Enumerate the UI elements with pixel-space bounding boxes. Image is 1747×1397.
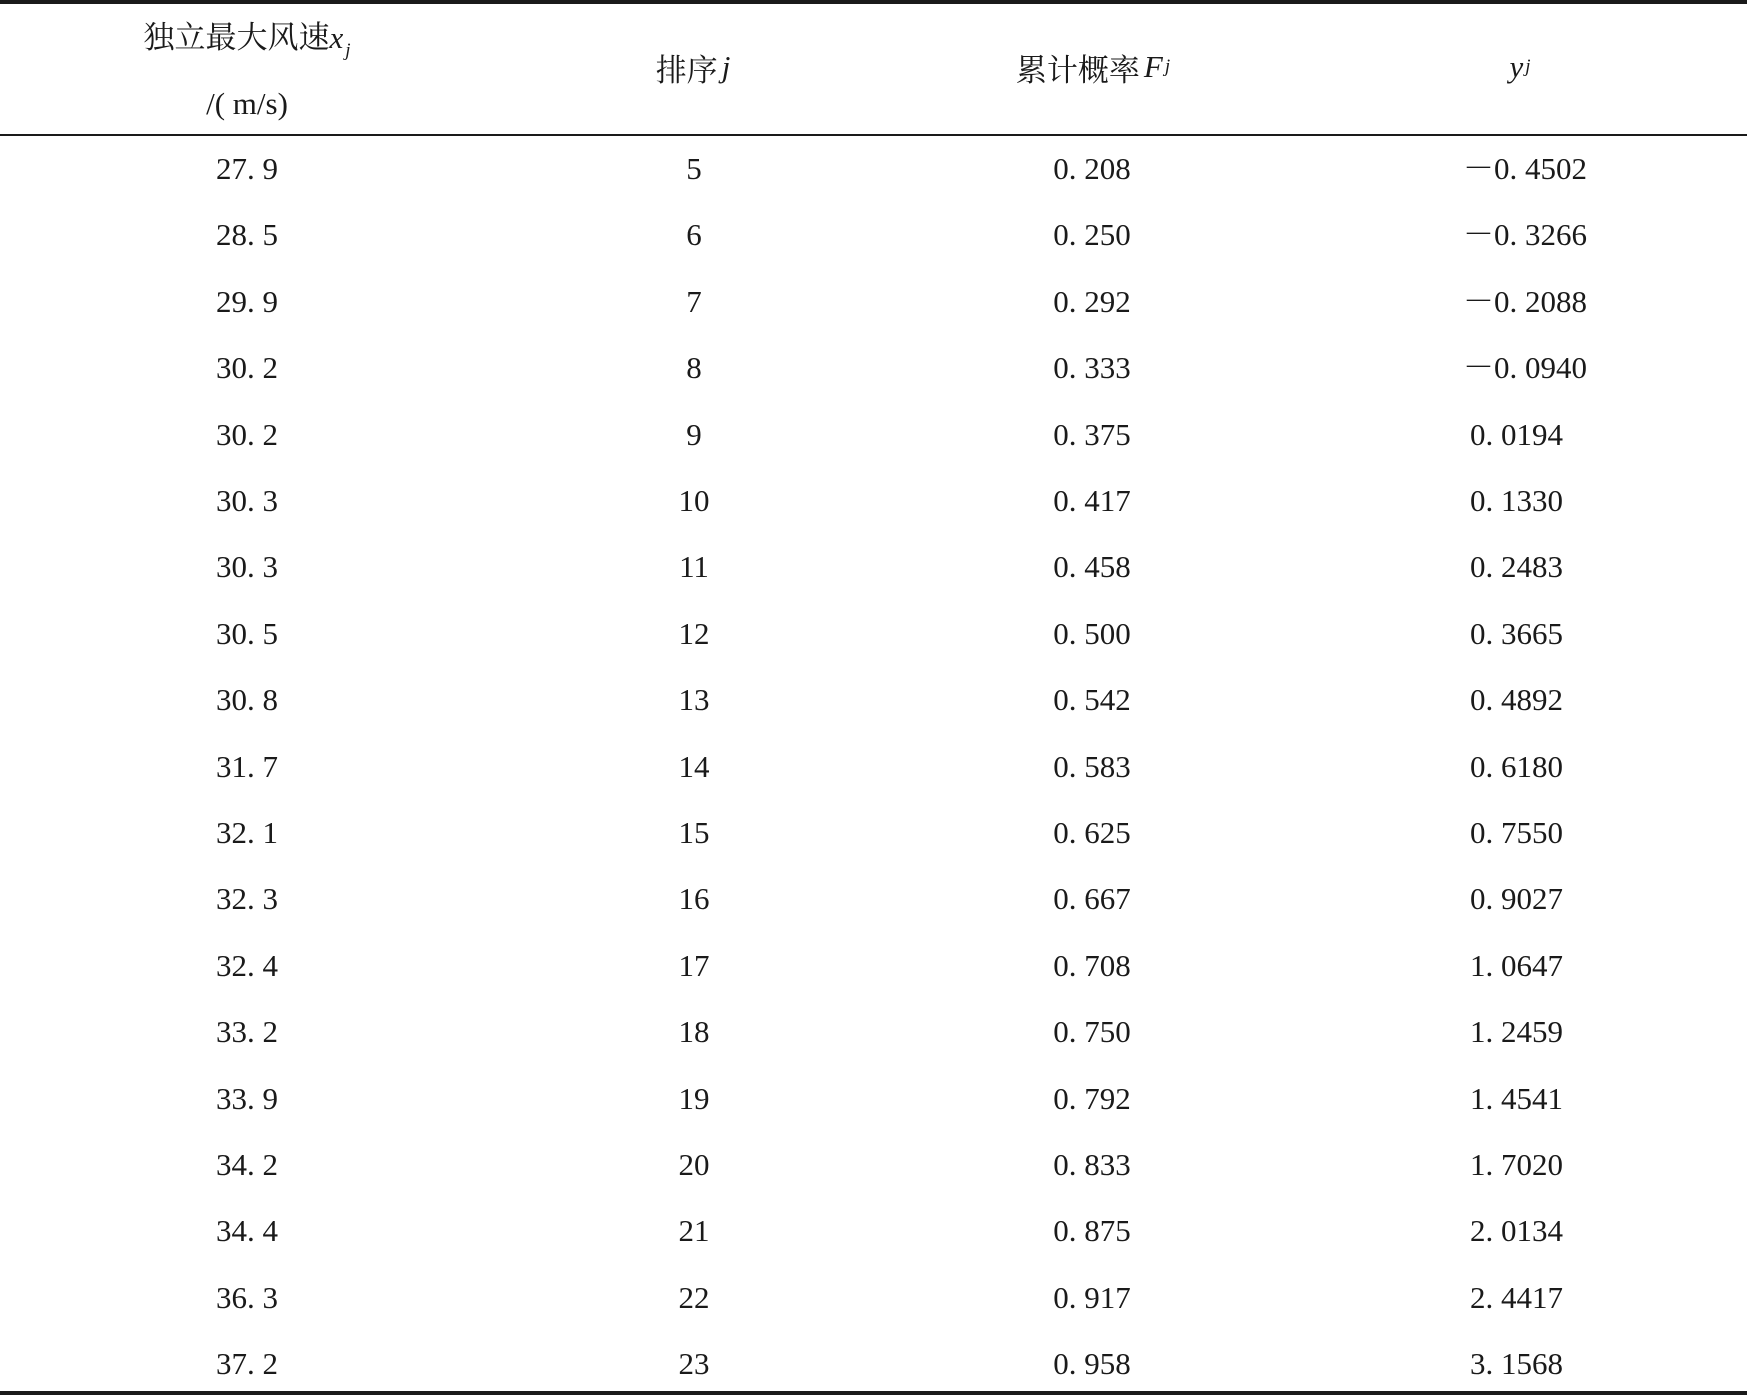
probability-cell: 0. 875	[1053, 1213, 1131, 1249]
table-row	[0, 402, 1747, 468]
table-row	[0, 667, 1747, 733]
rank-cell: 8	[686, 350, 702, 386]
probability-cell: 0. 292	[1053, 283, 1131, 319]
probability-cell: 0. 333	[1053, 350, 1131, 386]
rank-cell: 12	[678, 615, 710, 651]
header-wind-speed	[47, 0, 447, 134]
y-cell: 2. 0134	[1470, 1213, 1563, 1249]
rank-cell: 18	[678, 1014, 710, 1050]
probability-cell: 0. 667	[1053, 881, 1131, 917]
y-cell: 1. 0647	[1470, 947, 1563, 983]
table-row	[0, 136, 1747, 202]
probability-cell: 0. 583	[1053, 748, 1131, 784]
y-cell: －0. 0940	[1463, 350, 1587, 386]
y-cell: 3. 1568	[1470, 1346, 1563, 1382]
wind-speed-cell: 27. 9	[216, 151, 278, 186]
probability-cell: 0. 375	[1053, 416, 1131, 452]
rank-cell: 14	[678, 748, 710, 784]
table-row	[0, 1132, 1747, 1198]
y-cell: 0. 0194	[1470, 416, 1563, 452]
header-wind-speed-line1: 独立最大风速x $_j$	[143, 20, 351, 61]
table-row	[0, 202, 1747, 268]
wind-speed-cell: 30. 5	[216, 615, 278, 651]
probability-cell: 0. 542	[1053, 682, 1131, 718]
y-cell: 0. 9027	[1470, 881, 1563, 917]
probability-cell: 0. 250	[1053, 217, 1131, 253]
rank-cell: 13	[678, 682, 710, 718]
probability-cell: 0. 500	[1053, 615, 1131, 651]
probability-cell: 0. 458	[1053, 549, 1131, 585]
table-row	[0, 468, 1747, 534]
y-cell: －0. 4502	[1463, 151, 1587, 186]
bottom-rule	[0, 1391, 1747, 1395]
rank-cell: 19	[678, 1080, 710, 1116]
rank-cell: 7	[686, 283, 702, 319]
y-cell: 0. 2483	[1470, 549, 1563, 585]
rank-cell: 6	[686, 217, 702, 253]
wind-speed-cell: 32. 4	[216, 947, 278, 983]
wind-speed-cell: 30. 8	[216, 682, 278, 718]
y-cell: 1. 4541	[1470, 1080, 1563, 1116]
table-row	[0, 269, 1747, 335]
probability-cell: 0. 917	[1053, 1279, 1131, 1315]
table-row	[0, 1331, 1747, 1397]
table-row	[0, 335, 1747, 401]
rank-cell: 21	[678, 1213, 710, 1249]
y-cell: 1. 7020	[1470, 1147, 1563, 1182]
y-cell: 0. 3665	[1470, 615, 1563, 651]
table-row	[0, 999, 1747, 1065]
wind-speed-cell: 33. 2	[216, 1014, 278, 1050]
wind-speed-cell: 30. 2	[216, 350, 278, 386]
wind-speed-cell: 33. 9	[216, 1080, 278, 1116]
wind-speed-cell: 30. 2	[216, 416, 278, 452]
table-row	[0, 601, 1747, 667]
probability-cell: 0. 417	[1053, 483, 1131, 518]
probability-cell: 0. 958	[1053, 1346, 1131, 1382]
wind-speed-cell: 29. 9	[216, 283, 278, 319]
probability-cell: 0. 833	[1053, 1147, 1131, 1182]
y-cell: 0. 6180	[1470, 748, 1563, 784]
wind-speed-cell: 31. 7	[216, 748, 278, 784]
wind-speed-cell: 37. 2	[216, 1346, 278, 1382]
rank-cell: 23	[678, 1346, 710, 1382]
rank-cell: 16	[678, 881, 710, 917]
wind-speed-cell: 30. 3	[216, 549, 278, 585]
wind-speed-cell: 34. 4	[216, 1213, 278, 1249]
wind-speed-cell: 32. 1	[216, 815, 278, 850]
y-cell: －0. 3266	[1463, 217, 1587, 253]
y-cell: 1. 2459	[1470, 1014, 1563, 1050]
y-cell: 0. 1330	[1470, 483, 1563, 518]
table-row	[0, 800, 1747, 866]
probability-cell: 0. 792	[1053, 1080, 1131, 1116]
probability-cell: 0. 750	[1053, 1014, 1131, 1050]
rank-cell: 15	[678, 815, 710, 850]
table-row	[0, 1198, 1747, 1264]
table-row	[0, 933, 1747, 999]
rank-cell: 20	[678, 1147, 710, 1182]
header-rank: 排序 j	[655, 49, 731, 88]
y-cell: 0. 4892	[1470, 682, 1563, 718]
table-row	[0, 1066, 1747, 1132]
wind-speed-cell: 28. 5	[216, 217, 278, 253]
rank-cell: 22	[678, 1279, 710, 1315]
table-row	[0, 534, 1747, 600]
rank-cell: 10	[678, 483, 710, 518]
rank-cell: 17	[678, 947, 710, 983]
y-cell: 2. 4417	[1470, 1279, 1563, 1315]
probability-cell: 0. 208	[1053, 151, 1131, 186]
y-cell: 0. 7550	[1470, 815, 1563, 850]
header-cumulative-probability: 累计概率 F j	[1015, 49, 1171, 88]
wind-speed-cell: 30. 3	[216, 483, 278, 518]
table-row	[0, 1265, 1747, 1331]
table-row	[0, 866, 1747, 932]
wind-speed-cell: 36. 3	[216, 1279, 278, 1315]
rank-cell: 5	[686, 151, 702, 186]
probability-cell: 0. 625	[1053, 815, 1131, 850]
wind-speed-cell: 34. 2	[216, 1147, 278, 1182]
header-y: y j	[1509, 49, 1531, 84]
probability-cell: 0. 708	[1053, 947, 1131, 983]
rank-cell: 11	[679, 549, 709, 585]
header-wind-speed-unit: /( m/s)	[206, 86, 288, 121]
wind-speed-cell: 32. 3	[216, 881, 278, 917]
rank-cell: 9	[686, 416, 702, 452]
table-row	[0, 734, 1747, 800]
y-cell: －0. 2088	[1463, 283, 1587, 319]
